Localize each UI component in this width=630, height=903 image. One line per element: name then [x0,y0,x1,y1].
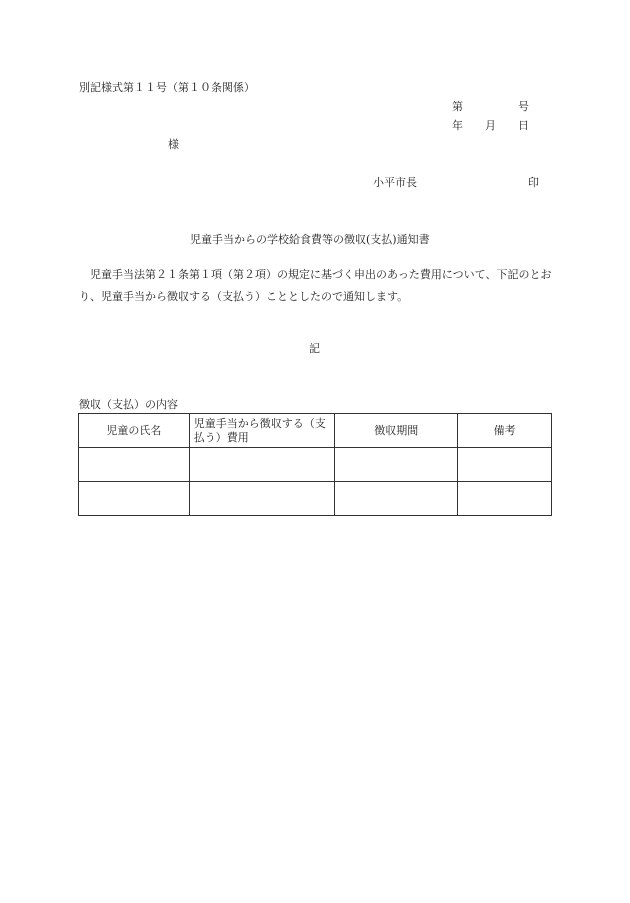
table-header-row [79,414,552,448]
header-cost: 児童手当から徴収する（支払う）費用 [189,414,335,448]
number-suffix: 号 [518,100,529,113]
table-cell[interactable] [189,482,335,516]
date-month: 月 [485,119,496,132]
date-year: 年 [452,119,463,132]
table-cell[interactable] [79,448,190,482]
number-prefix: 第 [452,100,463,113]
section-heading: 徴収（支払）の内容 [79,398,178,411]
issuer-name: 小平市長 [373,176,417,189]
addressee-suffix: 様 [168,138,179,151]
table-cell[interactable] [458,448,552,482]
document-title: 児童手当からの学校給食費等の徴収(支払)通知書 [190,233,430,246]
header-child-name: 児童の氏名 [79,414,190,448]
header-period: 徴収期間 [335,414,458,448]
content-table [78,413,552,516]
table-cell[interactable] [79,482,190,516]
form-label: 別記様式第１１号（第１０条関係） [79,81,255,94]
body-text [79,264,553,308]
table-cell[interactable] [189,448,335,482]
body-paragraph: 児童手当法第２１条第１項（第２項）の規定に基づく申出のあった費用について、下記のとおり、児童手当から徴収する（支払う）こととしたので通知します。 [79,268,552,303]
ki-heading: 記 [309,342,320,355]
date-day: 日 [518,119,529,132]
table-cell[interactable] [335,482,458,516]
seal-mark: 印 [528,176,539,189]
table-cell[interactable] [458,482,552,516]
header-remarks: 備考 [458,414,552,448]
table-cell[interactable] [335,448,458,482]
table-row [79,448,552,482]
table-row [79,482,552,516]
